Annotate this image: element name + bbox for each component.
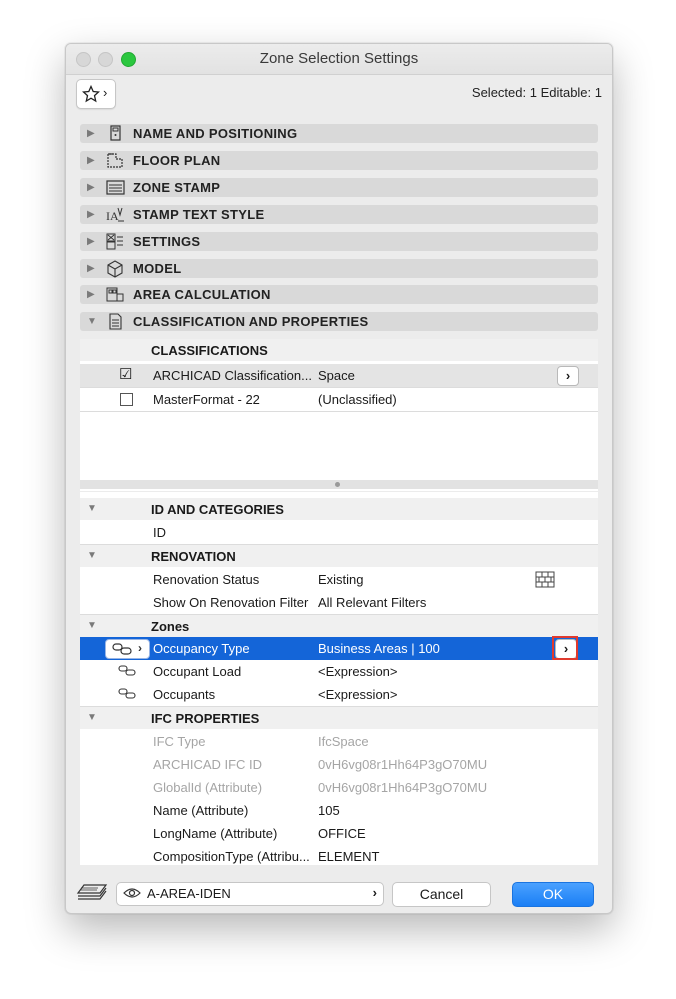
zone-stamp-icon [105,178,125,197]
expression-link-icon [112,643,134,655]
chevron-right-icon: › [138,641,142,655]
property-name: LongName (Attribute) [153,826,278,841]
property-row[interactable] [80,822,598,846]
property-name: Occupancy Type [153,641,250,656]
property-value: 0vH6vg08r1Hh64P3gO70MU [318,757,488,772]
property-row-selected[interactable] [80,637,598,661]
property-row[interactable] [80,776,598,800]
property-row[interactable] [80,660,598,684]
title-bar [66,44,612,75]
expression-link-icon [118,688,136,699]
group-header-renovation[interactable] [80,545,598,567]
panel-label: MODEL [133,261,182,276]
zone-settings-dialog [65,43,613,914]
group-header-id-categories[interactable] [80,498,598,520]
property-name: Occupant Load [153,664,242,679]
panel-label: ZONE STAMP [133,180,221,195]
star-icon [82,85,100,103]
name-positioning-icon [105,124,125,143]
floor-plan-icon [105,151,125,170]
property-row[interactable] [80,845,598,865]
disclosure-triangle-icon: ▶ [87,209,95,220]
group-title: IFC PROPERTIES [151,711,260,726]
checkbox-checked-icon[interactable]: ☑ [119,366,133,383]
model-icon [105,259,125,278]
properties-table [80,492,598,865]
property-value[interactable]: 105 [318,803,340,818]
eye-icon [123,886,141,900]
panel-label: AREA CALCULATION [133,287,271,302]
layer-selector[interactable] [116,882,384,906]
expression-menu-button[interactable] [105,639,150,659]
open-value-list-button[interactable]: › [555,639,577,659]
property-name: Name (Attribute) [153,803,249,818]
selection-count: Selected: 1 Editable: 1 [471,85,602,100]
favorites-button[interactable] [76,79,116,109]
expression-link-icon [118,665,136,676]
svg-text:IA: IA [106,209,119,223]
panel-model[interactable] [80,259,598,278]
property-name: ARCHICAD IFC ID [153,757,263,772]
layer-name: A-AREA-IDEN [147,886,231,901]
classification-value: (Unclassified) [318,392,397,407]
property-row[interactable] [80,753,598,777]
ok-button[interactable]: OK [512,882,594,907]
highlight-annotation [552,636,578,660]
property-value[interactable]: <Expression> [318,664,398,679]
section-title: CLASSIFICATIONS [151,343,268,358]
property-value[interactable]: OFFICE [318,826,366,841]
property-name: Renovation Status [153,572,260,587]
panel-label: FLOOR PLAN [133,153,221,168]
disclosure-triangle-icon: ▼ [87,503,97,514]
property-value[interactable]: Business Areas | 100 [318,641,440,656]
window-title: Zone Selection Settings [259,50,419,67]
property-value[interactable]: ELEMENT [318,849,380,864]
property-name: IFC Type [153,734,206,749]
panel-label: NAME AND POSITIONING [133,126,298,141]
disclosure-triangle-icon: ▶ [87,182,95,193]
classification-value: Space [318,368,355,383]
disclosure-triangle-icon: ▶ [87,155,95,166]
group-title: Zones [151,619,190,634]
cancel-button[interactable]: Cancel [392,882,491,907]
layers-icon [76,883,108,905]
chevron-right-icon: › [372,885,377,900]
panel-stamp-text-style[interactable] [80,205,598,224]
chevron-right-icon: › [103,85,108,100]
disclosure-triangle-icon: ▼ [87,550,97,561]
property-value[interactable]: All Relevant Filters [318,595,427,610]
group-header-zones[interactable] [80,615,598,637]
disclosure-triangle-icon: ▶ [87,128,95,139]
splitter-dot [335,482,340,487]
property-name: GlobalId (Attribute) [153,780,263,795]
group-title: ID AND CATEGORIES [151,502,284,517]
disclosure-triangle-icon: ▼ [87,620,97,631]
panel-settings[interactable] [80,232,598,251]
property-value[interactable]: <Expression> [318,687,398,702]
splitter-handle[interactable] [80,480,598,489]
property-row[interactable] [80,730,598,754]
property-value: IfcSpace [318,734,369,749]
disclosure-triangle-icon: ▶ [87,236,95,247]
classification-name: ARCHICAD Classification... [153,368,312,383]
dialog-footer [66,874,612,913]
disclosure-triangle-icon: ▶ [87,263,95,274]
panel-zone-stamp[interactable] [80,178,598,197]
disclosure-triangle-icon: ▶ [87,289,95,300]
area-calculation-icon [105,285,125,304]
document-icon [105,312,125,331]
settings-icon [105,232,125,251]
panel-area-calculation[interactable] [80,285,598,304]
panel-floor-plan[interactable] [80,151,598,170]
classifications-table [80,339,598,491]
classifications-header [80,339,598,361]
property-name: CompositionType (Attribu... [153,849,310,864]
open-classification-button[interactable]: › [557,366,579,386]
panel-label: SETTINGS [133,234,201,249]
property-name: ID [153,525,166,540]
classification-row[interactable] [80,364,598,388]
panel-name-and-positioning[interactable] [80,124,598,143]
panel-label: STAMP TEXT STYLE [133,207,265,222]
classification-name: MasterFormat - 22 [153,392,260,407]
checkbox-unchecked-icon[interactable] [120,393,133,406]
group-header-ifc-properties[interactable] [80,707,598,729]
brick-wall-icon [535,571,555,588]
property-value[interactable]: Existing [318,572,364,587]
property-name: Show On Renovation Filter [153,595,309,610]
panel-classification-and-properties[interactable] [80,312,598,331]
property-row[interactable] [80,683,598,707]
property-row[interactable] [80,521,598,545]
property-row[interactable] [80,799,598,823]
disclosure-triangle-icon: ▼ [87,712,97,723]
text-style-icon [105,205,125,224]
property-value: 0vH6vg08r1Hh64P3gO70MU [318,780,488,795]
group-title: RENOVATION [151,549,236,564]
disclosure-triangle-icon: ▼ [87,316,97,327]
property-row[interactable] [80,591,598,615]
classification-row[interactable] [80,388,598,412]
panel-label: CLASSIFICATION AND PROPERTIES [133,314,369,329]
property-name: Occupants [153,687,216,702]
property-row[interactable] [80,568,598,592]
